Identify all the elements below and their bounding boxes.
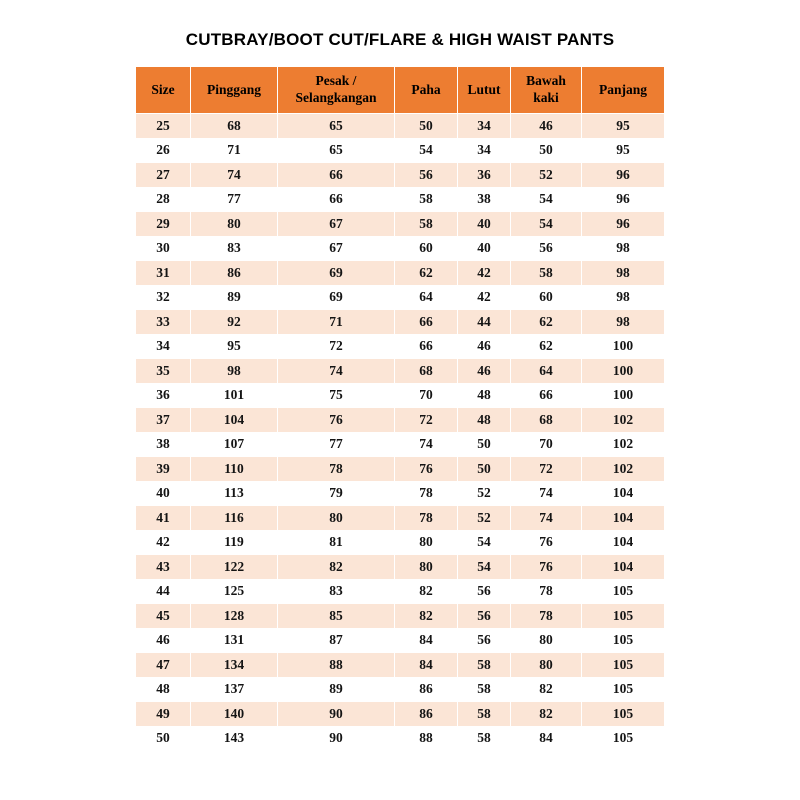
- cell: 90: [278, 726, 395, 751]
- cell: 25: [136, 114, 191, 139]
- table-row: [136, 530, 665, 555]
- cell: 74: [278, 359, 395, 384]
- table-row: [136, 212, 665, 237]
- cell: 66: [278, 163, 395, 188]
- cell: 68: [191, 114, 278, 139]
- cell: 64: [395, 285, 458, 310]
- cell: 52: [458, 506, 511, 531]
- table-body: [136, 114, 665, 751]
- table-row: [136, 432, 665, 457]
- cell: 31: [136, 261, 191, 286]
- cell: 52: [511, 163, 582, 188]
- cell: 86: [395, 702, 458, 727]
- cell: 104: [582, 481, 665, 506]
- cell: 84: [395, 653, 458, 678]
- table-row: [136, 628, 665, 653]
- cell: 80: [395, 555, 458, 580]
- cell: 86: [395, 677, 458, 702]
- cell: 105: [582, 628, 665, 653]
- cell: 80: [395, 530, 458, 555]
- cell: 90: [278, 702, 395, 727]
- cell: 100: [582, 359, 665, 384]
- cell: 58: [395, 187, 458, 212]
- cell: 92: [191, 310, 278, 335]
- cell: 50: [458, 432, 511, 457]
- cell: 46: [136, 628, 191, 653]
- cell: 56: [458, 579, 511, 604]
- cell: 78: [511, 604, 582, 629]
- cell: 40: [136, 481, 191, 506]
- cell: 60: [511, 285, 582, 310]
- table-row: [136, 408, 665, 433]
- cell: 87: [278, 628, 395, 653]
- cell: 71: [278, 310, 395, 335]
- cell: 80: [511, 628, 582, 653]
- cell: 102: [582, 408, 665, 433]
- cell: 125: [191, 579, 278, 604]
- cell: 83: [278, 579, 395, 604]
- cell: 84: [395, 628, 458, 653]
- cell: 105: [582, 604, 665, 629]
- cell: 54: [395, 138, 458, 163]
- table-row: [136, 677, 665, 702]
- cell: 72: [511, 457, 582, 482]
- cell: 81: [278, 530, 395, 555]
- table-row: [136, 138, 665, 163]
- cell: 105: [582, 579, 665, 604]
- cell: 42: [136, 530, 191, 555]
- cell: 80: [191, 212, 278, 237]
- cell: 46: [458, 359, 511, 384]
- cell: 131: [191, 628, 278, 653]
- cell: 76: [511, 530, 582, 555]
- cell: 95: [582, 114, 665, 139]
- cell: 56: [458, 604, 511, 629]
- cell: 89: [278, 677, 395, 702]
- cell: 56: [395, 163, 458, 188]
- cell: 80: [278, 506, 395, 531]
- cell: 56: [458, 628, 511, 653]
- cell: 29: [136, 212, 191, 237]
- cell: 107: [191, 432, 278, 457]
- cell: 86: [191, 261, 278, 286]
- cell: 110: [191, 457, 278, 482]
- cell: 83: [191, 236, 278, 261]
- cell: 88: [278, 653, 395, 678]
- cell: 104: [582, 555, 665, 580]
- cell: 42: [458, 285, 511, 310]
- cell: 78: [395, 506, 458, 531]
- cell: 98: [191, 359, 278, 384]
- cell: 77: [278, 432, 395, 457]
- table-row: [136, 506, 665, 531]
- cell: 35: [136, 359, 191, 384]
- cell: 66: [278, 187, 395, 212]
- cell: 39: [136, 457, 191, 482]
- cell: 78: [278, 457, 395, 482]
- cell: 105: [582, 653, 665, 678]
- cell: 74: [511, 506, 582, 531]
- cell: 140: [191, 702, 278, 727]
- table-row: [136, 702, 665, 727]
- cell: 105: [582, 702, 665, 727]
- cell: 104: [582, 506, 665, 531]
- cell: 143: [191, 726, 278, 751]
- cell: 84: [511, 726, 582, 751]
- table-row: [136, 481, 665, 506]
- cell: 65: [278, 138, 395, 163]
- cell: 122: [191, 555, 278, 580]
- cell: 66: [395, 310, 458, 335]
- cell: 95: [191, 334, 278, 359]
- table-row: [136, 334, 665, 359]
- page-title: CUTBRAY/BOOT CUT/FLARE & HIGH WAIST PANTS: [185, 30, 615, 49]
- cell: 100: [582, 334, 665, 359]
- cell: 68: [395, 359, 458, 384]
- cell: 45: [136, 604, 191, 629]
- cell: 116: [191, 506, 278, 531]
- cell: 58: [458, 726, 511, 751]
- table-row: [136, 163, 665, 188]
- cell: 113: [191, 481, 278, 506]
- cell: 68: [511, 408, 582, 433]
- cell: 38: [458, 187, 511, 212]
- cell: 38: [136, 432, 191, 457]
- table-row: [136, 555, 665, 580]
- cell: 54: [458, 555, 511, 580]
- cell: 71: [191, 138, 278, 163]
- table-head: [136, 67, 665, 114]
- cell: 80: [511, 653, 582, 678]
- table-row: [136, 457, 665, 482]
- cell: 75: [278, 383, 395, 408]
- cell: 79: [278, 481, 395, 506]
- cell: 60: [395, 236, 458, 261]
- column-header: Paha: [395, 67, 458, 114]
- table-row: [136, 653, 665, 678]
- cell: 74: [191, 163, 278, 188]
- cell: 89: [191, 285, 278, 310]
- cell: 76: [278, 408, 395, 433]
- cell: 137: [191, 677, 278, 702]
- cell: 67: [278, 236, 395, 261]
- cell: 82: [395, 579, 458, 604]
- cell: 36: [136, 383, 191, 408]
- column-header: Pinggang: [191, 67, 278, 114]
- cell: 82: [511, 677, 582, 702]
- cell: 67: [278, 212, 395, 237]
- cell: 76: [395, 457, 458, 482]
- cell: 96: [582, 163, 665, 188]
- cell: 98: [582, 285, 665, 310]
- cell: 32: [136, 285, 191, 310]
- column-header: Pesak / Selangkangan: [278, 67, 395, 114]
- cell: 88: [395, 726, 458, 751]
- cell: 128: [191, 604, 278, 629]
- cell: 47: [136, 653, 191, 678]
- cell: 40: [458, 212, 511, 237]
- cell: 26: [136, 138, 191, 163]
- size-chart-table: [135, 66, 665, 751]
- cell: 34: [458, 138, 511, 163]
- cell: 54: [511, 212, 582, 237]
- cell: 62: [511, 310, 582, 335]
- cell: 50: [395, 114, 458, 139]
- cell: 77: [191, 187, 278, 212]
- cell: 82: [278, 555, 395, 580]
- cell: 74: [511, 481, 582, 506]
- cell: 102: [582, 457, 665, 482]
- table-row: [136, 579, 665, 604]
- table-row: [136, 359, 665, 384]
- cell: 42: [458, 261, 511, 286]
- cell: 96: [582, 212, 665, 237]
- cell: 46: [458, 334, 511, 359]
- cell: 37: [136, 408, 191, 433]
- cell: 65: [278, 114, 395, 139]
- cell: 34: [136, 334, 191, 359]
- cell: 58: [395, 212, 458, 237]
- cell: 104: [191, 408, 278, 433]
- cell: 58: [458, 702, 511, 727]
- cell: 28: [136, 187, 191, 212]
- cell: 101: [191, 383, 278, 408]
- cell: 100: [582, 383, 665, 408]
- cell: 54: [511, 187, 582, 212]
- column-header: Panjang: [582, 67, 665, 114]
- table-row: [136, 604, 665, 629]
- cell: 27: [136, 163, 191, 188]
- cell: 58: [458, 677, 511, 702]
- column-header: Size: [136, 67, 191, 114]
- cell: 78: [511, 579, 582, 604]
- table-row: [136, 285, 665, 310]
- cell: 54: [458, 530, 511, 555]
- cell: 74: [395, 432, 458, 457]
- cell: 43: [136, 555, 191, 580]
- cell: 62: [395, 261, 458, 286]
- table-row: [136, 236, 665, 261]
- table-row: [136, 383, 665, 408]
- cell: 64: [511, 359, 582, 384]
- cell: 48: [136, 677, 191, 702]
- cell: 82: [511, 702, 582, 727]
- cell: 44: [136, 579, 191, 604]
- cell: 40: [458, 236, 511, 261]
- cell: 33: [136, 310, 191, 335]
- column-header: Bawah kaki: [511, 67, 582, 114]
- cell: 102: [582, 432, 665, 457]
- cell: 134: [191, 653, 278, 678]
- cell: 50: [136, 726, 191, 751]
- cell: 69: [278, 261, 395, 286]
- cell: 105: [582, 726, 665, 751]
- cell: 95: [582, 138, 665, 163]
- table-row: [136, 310, 665, 335]
- cell: 50: [511, 138, 582, 163]
- cell: 66: [511, 383, 582, 408]
- cell: 96: [582, 187, 665, 212]
- cell: 98: [582, 236, 665, 261]
- cell: 98: [582, 310, 665, 335]
- cell: 58: [458, 653, 511, 678]
- cell: 48: [458, 383, 511, 408]
- cell: 58: [511, 261, 582, 286]
- cell: 41: [136, 506, 191, 531]
- table-row: [136, 187, 665, 212]
- cell: 119: [191, 530, 278, 555]
- cell: 70: [395, 383, 458, 408]
- cell: 78: [395, 481, 458, 506]
- cell: 50: [458, 457, 511, 482]
- cell: 36: [458, 163, 511, 188]
- cell: 72: [395, 408, 458, 433]
- table-row: [136, 114, 665, 139]
- cell: 30: [136, 236, 191, 261]
- cell: 82: [395, 604, 458, 629]
- cell: 72: [278, 334, 395, 359]
- cell: 49: [136, 702, 191, 727]
- cell: 34: [458, 114, 511, 139]
- cell: 85: [278, 604, 395, 629]
- cell: 56: [511, 236, 582, 261]
- cell: 98: [582, 261, 665, 286]
- column-header: Lutut: [458, 67, 511, 114]
- cell: 69: [278, 285, 395, 310]
- cell: 104: [582, 530, 665, 555]
- table-row: [136, 726, 665, 751]
- cell: 46: [511, 114, 582, 139]
- cell: 62: [511, 334, 582, 359]
- cell: 66: [395, 334, 458, 359]
- cell: 70: [511, 432, 582, 457]
- table-row: [136, 261, 665, 286]
- cell: 52: [458, 481, 511, 506]
- header-row: [136, 67, 665, 114]
- cell: 48: [458, 408, 511, 433]
- cell: 105: [582, 677, 665, 702]
- cell: 76: [511, 555, 582, 580]
- cell: 44: [458, 310, 511, 335]
